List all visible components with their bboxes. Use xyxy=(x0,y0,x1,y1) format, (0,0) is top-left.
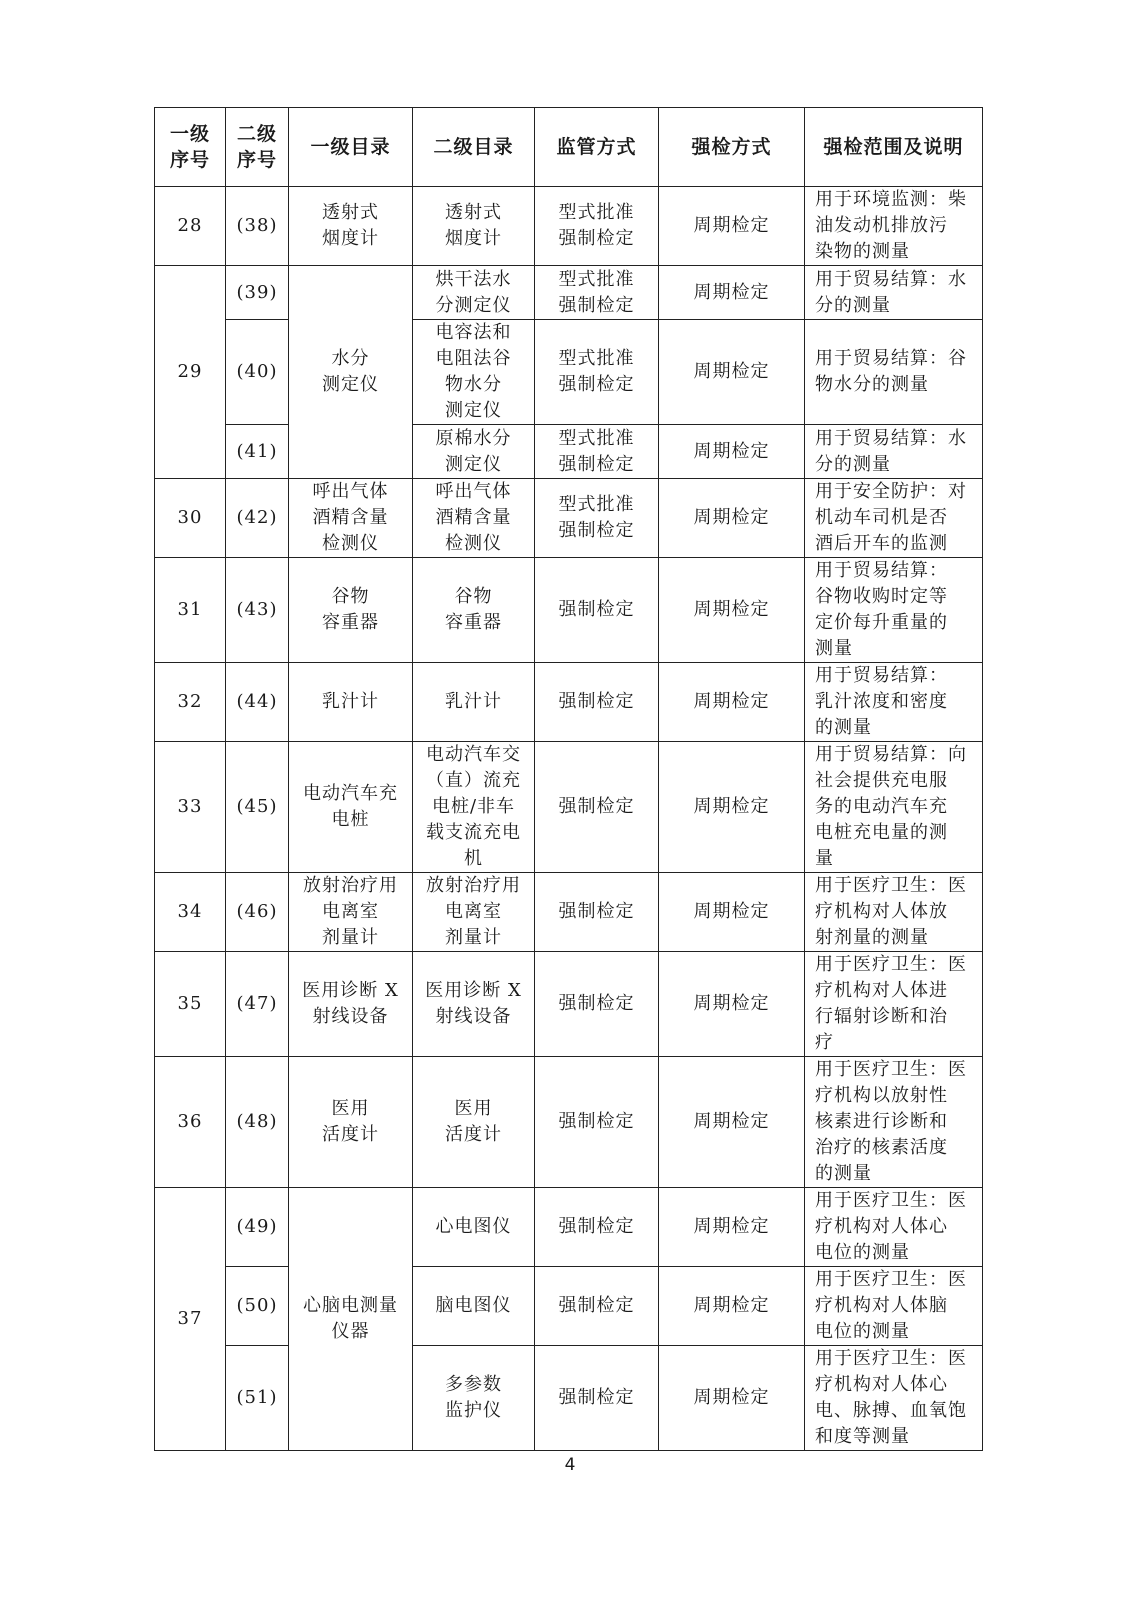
scope-text: 用于医疗卫生：医 疗机构对人体心 电位的测量 xyxy=(815,1190,967,1263)
second-catalog-cell: 脑电图仪 xyxy=(413,1267,535,1346)
header-scope: 强检范围及说明 xyxy=(805,108,983,187)
scope-text: 用于贸易结算：水 分的测量 xyxy=(815,268,967,316)
scope-text: 用于医疗卫生：医 疗机构对人体脑 电位的测量 xyxy=(815,1269,967,1342)
scope-text: 用于贸易结算： 乳汁浓度和密度 的测量 xyxy=(815,665,948,738)
scope-cell xyxy=(805,1267,983,1346)
second-catalog-cell xyxy=(413,425,535,479)
scope-text: 用于贸易结算： 谷物收购时定等 定价每升重量的 测量 xyxy=(815,560,948,659)
second-catalog-text: 电容法和 电阻法谷 物水分 测定仪 xyxy=(435,322,512,421)
second-catalog-cell xyxy=(413,320,535,425)
table-row xyxy=(155,266,983,320)
second-catalog-cell xyxy=(413,952,535,1057)
first-catalog-text: 医用 活度计 xyxy=(322,1098,379,1145)
first-no-cell: 33 xyxy=(155,742,226,873)
second-catalog-cell xyxy=(413,187,535,266)
supervision-text: 型式批准 强制检定 xyxy=(558,348,635,395)
second-catalog-cell xyxy=(413,558,535,663)
scope-text: 用于贸易结算：水 分的测量 xyxy=(815,427,967,475)
header-second-catalog: 二级目录 xyxy=(413,108,535,187)
scope-cell xyxy=(805,320,983,425)
first-catalog-cell xyxy=(289,266,413,479)
second-catalog-cell: 心电图仪 xyxy=(413,1188,535,1267)
first-catalog-text: 谷物 容重器 xyxy=(322,586,379,633)
second-no-cell: (41) xyxy=(226,425,289,479)
first-catalog-cell xyxy=(289,1188,413,1451)
supervision-cell: 强制检定 xyxy=(535,873,659,952)
second-catalog-text: 谷物 容重器 xyxy=(445,586,502,633)
second-catalog-cell xyxy=(413,479,535,558)
first-catalog-cell xyxy=(289,742,413,873)
supervision-text: 型式批准 强制检定 xyxy=(558,427,635,475)
supervision-text: 型式批准 强制检定 xyxy=(558,202,635,249)
first-no-cell: 30 xyxy=(155,479,226,558)
scope-cell xyxy=(805,952,983,1057)
supervision-cell xyxy=(535,187,659,266)
first-no-cell: 28 xyxy=(155,187,226,266)
scope-cell xyxy=(805,425,983,479)
scope-cell xyxy=(805,266,983,320)
scope-text: 用于医疗卫生：医 疗机构以放射性 核素进行诊断和 治疗的核素活度 的测量 xyxy=(815,1059,967,1184)
second-catalog-cell xyxy=(413,873,535,952)
supervision-cell: 强制检定 xyxy=(535,1057,659,1188)
scope-cell xyxy=(805,663,983,742)
supervision-cell xyxy=(535,320,659,425)
scope-cell xyxy=(805,1057,983,1188)
inspection-cell: 周期检定 xyxy=(659,1346,805,1451)
first-catalog-text: 医用诊断 X 射线设备 xyxy=(302,980,399,1027)
second-no-cell: (42) xyxy=(226,479,289,558)
table-row xyxy=(155,1267,983,1346)
table-row xyxy=(155,479,983,558)
second-no-cell: (45) xyxy=(226,742,289,873)
first-catalog-text: 呼出气体 酒精含量 检测仪 xyxy=(312,481,389,554)
inspection-cell: 周期检定 xyxy=(659,425,805,479)
first-no-cell: 29 xyxy=(155,266,226,479)
first-no-cell: 37 xyxy=(155,1188,226,1451)
table-row xyxy=(155,873,983,952)
second-catalog-text: 电动汽车交 （直）流充 电桩/非车 载支流充电 机 xyxy=(426,744,521,869)
header-first-no-label: 一级 序号 xyxy=(169,123,210,171)
table-row xyxy=(155,1188,983,1267)
supervision-cell: 强制检定 xyxy=(535,952,659,1057)
second-no-cell: (47) xyxy=(226,952,289,1057)
second-no-cell: (51) xyxy=(226,1346,289,1451)
second-catalog-text: 医用诊断 X 射线设备 xyxy=(425,980,522,1027)
second-catalog-cell xyxy=(413,1346,535,1451)
second-no-cell: (43) xyxy=(226,558,289,663)
header-second-no xyxy=(226,108,289,187)
table-row xyxy=(155,320,983,425)
supervision-text: 型式批准 强制检定 xyxy=(558,268,635,316)
inspection-cell: 周期检定 xyxy=(659,952,805,1057)
header-supervision: 监管方式 xyxy=(535,108,659,187)
supervision-cell: 强制检定 xyxy=(535,1188,659,1267)
page-number: 4 xyxy=(564,1455,576,1475)
scope-text: 用于医疗卫生：医 疗机构对人体心 电、脉搏、血氧饱 和度等测量 xyxy=(815,1348,967,1447)
second-no-cell: (50) xyxy=(226,1267,289,1346)
second-catalog-text: 医用 活度计 xyxy=(445,1098,502,1145)
first-no-cell: 36 xyxy=(155,1057,226,1188)
supervision-cell xyxy=(535,425,659,479)
verification-catalog-table xyxy=(154,107,983,1451)
table-row xyxy=(155,742,983,873)
inspection-cell: 周期检定 xyxy=(659,266,805,320)
inspection-cell: 周期检定 xyxy=(659,1057,805,1188)
second-catalog-text: 原棉水分 测定仪 xyxy=(435,427,512,475)
second-catalog-cell xyxy=(413,742,535,873)
first-no-cell: 32 xyxy=(155,663,226,742)
table-row xyxy=(155,425,983,479)
supervision-cell: 强制检定 xyxy=(535,663,659,742)
first-no-cell: 34 xyxy=(155,873,226,952)
second-no-cell: (39) xyxy=(226,266,289,320)
table-header xyxy=(155,108,983,187)
first-catalog-text: 放射治疗用 电离室 剂量计 xyxy=(303,875,398,948)
table-row xyxy=(155,1346,983,1451)
first-catalog-text: 水分 测定仪 xyxy=(322,348,379,395)
second-no-cell: (46) xyxy=(226,873,289,952)
inspection-cell: 周期检定 xyxy=(659,873,805,952)
header-row xyxy=(155,108,983,187)
second-catalog-text: 烘干法水 分测定仪 xyxy=(435,268,512,316)
scope-cell xyxy=(805,742,983,873)
supervision-cell: 强制检定 xyxy=(535,1267,659,1346)
inspection-cell: 周期检定 xyxy=(659,558,805,663)
first-catalog-cell xyxy=(289,479,413,558)
first-catalog-cell xyxy=(289,558,413,663)
header-first-no xyxy=(155,108,226,187)
inspection-cell: 周期检定 xyxy=(659,479,805,558)
first-catalog-cell: 乳汁计 xyxy=(289,663,413,742)
supervision-cell xyxy=(535,266,659,320)
scope-cell xyxy=(805,1346,983,1451)
scope-cell xyxy=(805,558,983,663)
second-no-cell: (49) xyxy=(226,1188,289,1267)
supervision-cell xyxy=(535,479,659,558)
table-row xyxy=(155,558,983,663)
header-first-catalog: 一级目录 xyxy=(289,108,413,187)
scope-text: 用于环境监测：柴 油发动机排放污 染物的测量 xyxy=(815,189,967,262)
second-no-cell: (44) xyxy=(226,663,289,742)
first-catalog-text: 电动汽车充 电桩 xyxy=(303,783,398,830)
scope-cell xyxy=(805,873,983,952)
first-catalog-text: 透射式 烟度计 xyxy=(322,202,379,249)
table-row xyxy=(155,1057,983,1188)
scope-text: 用于安全防护：对 机动车司机是否 酒后开车的监测 xyxy=(815,481,967,554)
second-no-cell: (40) xyxy=(226,320,289,425)
second-catalog-text: 多参数 监护仪 xyxy=(445,1374,502,1421)
first-catalog-cell xyxy=(289,1057,413,1188)
inspection-cell: 周期检定 xyxy=(659,187,805,266)
inspection-cell: 周期检定 xyxy=(659,320,805,425)
first-no-cell: 31 xyxy=(155,558,226,663)
second-catalog-cell xyxy=(413,1057,535,1188)
supervision-cell: 强制检定 xyxy=(535,558,659,663)
table-row xyxy=(155,952,983,1057)
second-catalog-text: 呼出气体 酒精含量 检测仪 xyxy=(435,481,512,554)
supervision-text: 型式批准 强制检定 xyxy=(558,494,635,541)
inspection-cell: 周期检定 xyxy=(659,1267,805,1346)
first-catalog-cell xyxy=(289,187,413,266)
supervision-cell: 强制检定 xyxy=(535,742,659,873)
inspection-cell: 周期检定 xyxy=(659,1188,805,1267)
first-catalog-cell xyxy=(289,952,413,1057)
scope-cell xyxy=(805,479,983,558)
second-catalog-cell: 乳汁计 xyxy=(413,663,535,742)
scope-text: 用于医疗卫生：医 疗机构对人体放 射剂量的测量 xyxy=(815,875,967,948)
scope-cell xyxy=(805,187,983,266)
scope-text: 用于贸易结算：向 社会提供充电服 务的电动汽车充 电桩充电量的测 量 xyxy=(815,744,967,869)
supervision-cell: 强制检定 xyxy=(535,1346,659,1451)
second-no-cell: (38) xyxy=(226,187,289,266)
table-row xyxy=(155,187,983,266)
table-row xyxy=(155,663,983,742)
inspection-cell: 周期检定 xyxy=(659,742,805,873)
first-no-cell: 35 xyxy=(155,952,226,1057)
header-inspection: 强检方式 xyxy=(659,108,805,187)
second-no-cell: (48) xyxy=(226,1057,289,1188)
first-catalog-text: 心脑电测量 仪器 xyxy=(303,1295,398,1342)
table-body xyxy=(155,187,983,1451)
scope-text: 用于贸易结算：谷 物水分的测量 xyxy=(815,348,967,395)
scope-text: 用于医疗卫生：医 疗机构对人体进 行辐射诊断和治 疗 xyxy=(815,954,967,1053)
header-second-no-label: 二级 序号 xyxy=(236,123,277,171)
first-catalog-cell xyxy=(289,873,413,952)
scope-cell xyxy=(805,1188,983,1267)
second-catalog-text: 透射式 烟度计 xyxy=(445,202,502,249)
inspection-cell: 周期检定 xyxy=(659,663,805,742)
second-catalog-text: 放射治疗用 电离室 剂量计 xyxy=(426,875,521,948)
second-catalog-cell xyxy=(413,266,535,320)
